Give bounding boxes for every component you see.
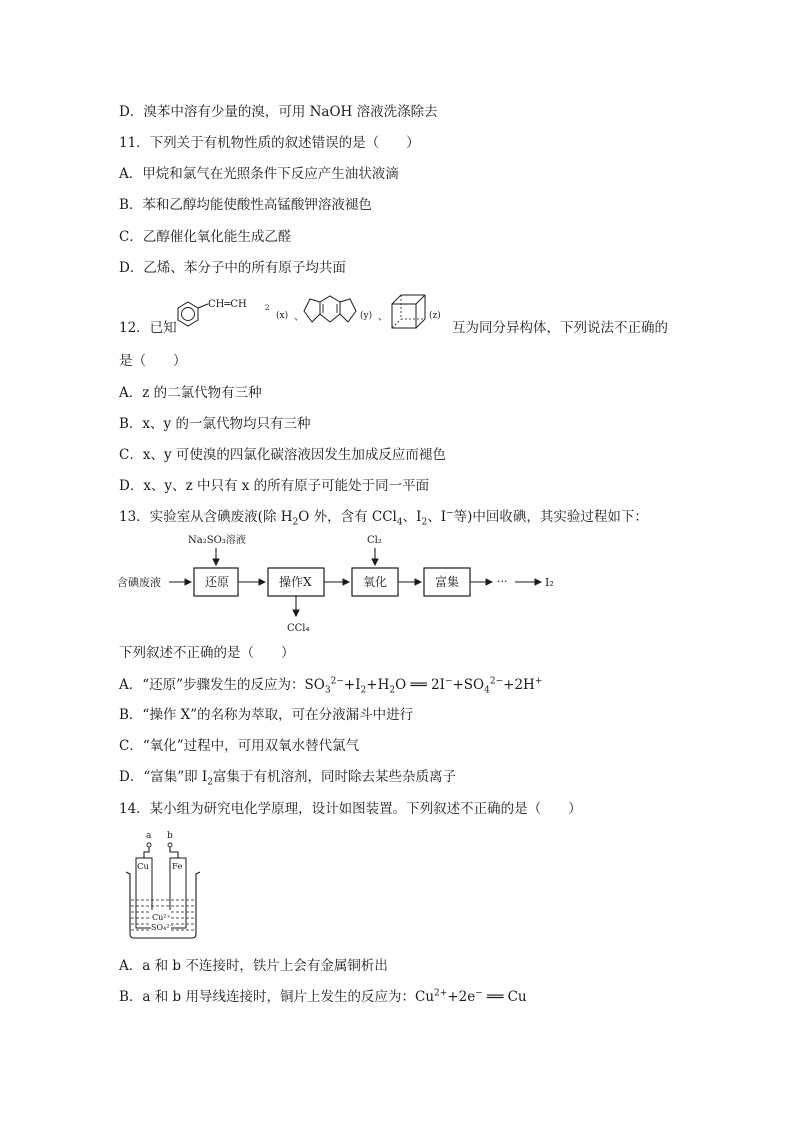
- q11-option-a: A．甲烷和氯气在光照条件下反应产生油状液滴: [119, 166, 399, 182]
- q13-flowchart: [115, 530, 565, 638]
- q11-option-b: B．苯和乙醇均能使酸性高锰酸钾溶液褪色: [119, 197, 372, 213]
- q11-option-d: D．乙烯、苯分子中的所有原子均共面: [119, 260, 346, 276]
- terminal-b: b: [167, 831, 173, 841]
- q10-option-d: D．溴苯中溶有少量的溴，可用 NaOH 溶液洗涤除去: [119, 104, 438, 120]
- styrene-structure: [178, 299, 304, 326]
- q13-stem: 13．实验室从含碘废液(除 $H_2O$ 外，含有 CCl$_4$、$I_2$、I−等)中回收碘，其实验过程如下：: [119, 508, 648, 528]
- q14-option-b: B．a 和 b 用导线连接时，铜片上发生的反应为：$Cu^{2+}+2e^-$ ══ Cu: [119, 988, 527, 1005]
- flow-out2: CCl₄: [287, 623, 310, 634]
- flow-end: I₂: [545, 576, 554, 589]
- q13-option-d: D．“富集”即 $I_2$富集于有机溶剂，同时除去某些杂质离子: [119, 769, 456, 788]
- cu-label: Cu: [137, 862, 149, 872]
- q12-option-d: D．x、y、z 中只有 x 的所有原子可能处于同一平面: [119, 478, 430, 494]
- styrene-label: CH═CH: [208, 299, 247, 310]
- q11-option-c: C．乙醇催化氧化能生成乙醛: [119, 229, 292, 245]
- q13-option-b: B．“操作 X”的名称为萃取，可在分液漏斗中进行: [119, 707, 414, 723]
- q13-question: 下列叙述不正确的是（ ）: [119, 645, 295, 661]
- q12-stem-tail: 互为同分异构体，下列说法不正确的: [452, 320, 668, 336]
- q12-stem-lead: 12．已知: [119, 320, 177, 336]
- flow-step3: 氧化: [363, 575, 388, 589]
- sep-2: 、: [378, 312, 388, 323]
- bicyclic-structure: [304, 296, 388, 323]
- cubane-structure: [392, 295, 441, 328]
- y-tag: (y): [360, 311, 373, 321]
- sep-1: 、: [294, 312, 304, 323]
- q13-option-c: C．“氧化”过程中，可用双氧水替代氯气: [119, 738, 360, 754]
- q12-structures: [170, 292, 460, 338]
- q12-option-a: A．z 的二氯代物有三种: [119, 385, 262, 401]
- q13-option-a: A．“还原”步骤发生的反应为：$SO_3^{2-}+I_2+H_2O$ ══ $2I^-+SO_4^{2-}+2H^+$: [119, 676, 543, 696]
- q14-stem: 14．某小组为研究电化学原理，设计如图装置。下列叙述不正确的是（ ）: [119, 801, 582, 817]
- flow-step4: 富集: [435, 575, 460, 589]
- flow-start: 含碘废液: [117, 576, 161, 589]
- terminal-a: a: [146, 831, 152, 841]
- flow-reagent3: Cl₂: [367, 535, 382, 546]
- x-tag: (x): [276, 311, 289, 321]
- q14-apparatus: [118, 828, 208, 948]
- styrene-sub: 2: [265, 304, 270, 312]
- q12-option-b: B．x、y 的一氯代物均只有三种: [119, 416, 311, 432]
- flow-dots: ···: [497, 575, 508, 588]
- q12-option-c: C．x、y 可使溴的四氯化碳溶液因发生加成反应而褪色: [119, 447, 446, 463]
- q12-stem-cont: 是（ ）: [119, 353, 187, 369]
- ion-so4: SO₄²⁻: [151, 923, 174, 932]
- ion-cu: Cu²⁺: [152, 913, 171, 922]
- flow-step2: 操作X: [279, 575, 312, 589]
- q11-stem: 11．下列关于有机物性质的叙述错误的是（ ）: [119, 135, 420, 151]
- z-tag: (z): [429, 311, 441, 321]
- flow-step1: 还原: [205, 575, 230, 589]
- q14-option-a: A．a 和 b 不连接时，铁片上会有金属铜析出: [119, 958, 388, 974]
- fe-label: Fe: [172, 862, 183, 872]
- flow-reagent1: Na₂SO₃溶液: [188, 535, 246, 546]
